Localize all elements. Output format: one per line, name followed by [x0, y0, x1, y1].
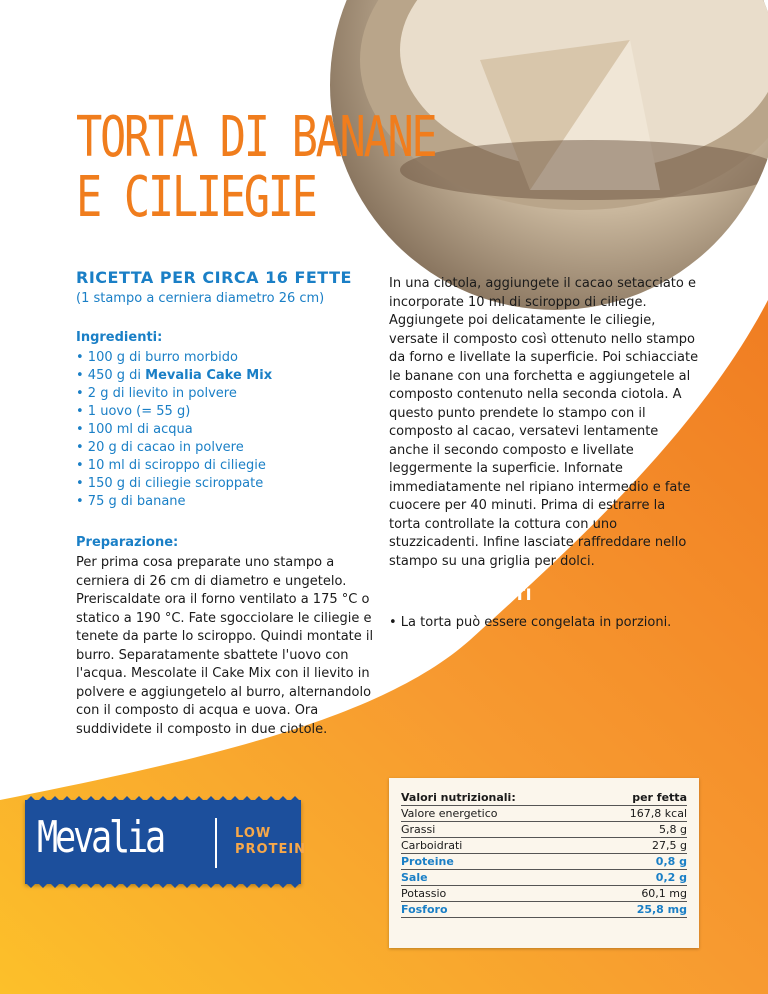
ingredient-item: • 1 uovo (= 55 g): [76, 404, 191, 419]
nutrition-row: Potassio 60,1 mg: [401, 887, 687, 900]
preparation-label: Preparazione:: [76, 535, 179, 550]
ingredient-item: • 100 g di burro morbido: [76, 350, 238, 365]
preparation-text: Per prima cosa preparate uno stampo a cerniera di 26 cm di diametro e ungetelo. Preriscaldate ora il forno ventilato a 175 °C o statico a 190 °C. Fate sgocciolare le ciliegie e tenete da parte lo sciroppo. Quindi montate il burro. Separatamente sbattete l'uovo con l'acqua. Mescolate il Cake Mix con il lievito in polvere e aggiungetelo al burro, alternandolo con il composto di acqua e uova. Ora suddividete il composto in due ciotole.: [76, 555, 374, 737]
ingredient-item: • 2 g di lievito in polvere: [76, 386, 237, 401]
nutrition-header-value: per fetta: [592, 790, 687, 806]
ingredient-item: • 75 g di banane: [76, 494, 186, 509]
nutrition-table: [401, 790, 687, 918]
ingredients-label: Ingredienti:: [76, 330, 163, 345]
logo-divider: [215, 818, 217, 868]
nutrition-row-highlight: Sale 0,2 g: [401, 871, 687, 884]
ingredients-list: [76, 349, 376, 511]
nutrition-row: Grassi 5,8 g: [401, 823, 687, 836]
nutrition-card: [389, 778, 699, 948]
logo-tagline: LOW PROTEIN: [235, 826, 307, 857]
tips-heading: SUGGERIMENTI: [389, 585, 533, 604]
mevalia-logo: [25, 800, 307, 884]
ingredient-item: • 450 g di Mevalia Cake Mix: [76, 368, 273, 383]
nutrition-row: Valore energetico 167,8 kcal: [401, 807, 687, 820]
title-line-2: E CILIEGIE: [76, 165, 316, 230]
nutrition-row: Carboidrati 27,5 g: [401, 839, 687, 852]
ingredient-item: • 150 g di ciliegie sciroppate: [76, 476, 264, 491]
recipe-subheading: (1 stampo a cerniera diametro 26 cm): [76, 291, 325, 306]
preparation-continued-text: In una ciotola, aggiungete il cacao setacciato e incorporate 10 ml di sciroppo di ciliege. Aggiungete poi delicatamente le ciliegie, versate il composto così ottenuto nello stampo da forno e livellate la superficie. Poi schiacciate le banane con una forchetta e aggiungetele al composto contenuto nella seconda ciotola. A questo punto prendete lo stampo con il composto al cacao, versatevi lentamente anche il secondo composto e livellate leggermente la superficie. Infornate immediatamente nel ripiano intermedio e fate cuocere per 40 minuti. Prima di estrarre la torta controllate la cottura con uno stuzzicadenti. Infine lasciate raffreddare nello stampo su una griglia per dolci.: [389, 276, 699, 569]
logo-zigzag-bottom: [25, 882, 301, 888]
recipe-heading: RICETTA PER CIRCA 16 FETTE: [76, 268, 352, 287]
ingredient-item: • 10 ml di sciroppo di ciliegie: [76, 458, 266, 473]
ingredient-item: • 20 g di cacao in polvere: [76, 440, 244, 455]
title-line-1: TORTA DI BANANE: [76, 105, 436, 170]
nutrition-row-highlight: Proteine 0,8 g: [401, 855, 687, 868]
recipe-title: [76, 105, 436, 230]
nutrition-header-row: [401, 790, 687, 806]
right-column: [389, 275, 699, 633]
logo-wordmark: Mevalia: [37, 812, 163, 863]
tips-text: • La torta può essere congelata in porzioni.: [389, 615, 672, 630]
nutrition-row-highlight: Fosforo 25,8 mg: [401, 903, 687, 916]
nutrition-header-label: Valori nutrizionali:: [401, 790, 592, 806]
ingredient-item: • 100 ml di acqua: [76, 422, 193, 437]
ingredient-brand: Mevalia Cake Mix: [145, 368, 273, 383]
left-column: [76, 268, 376, 739]
logo-zigzag-top: [25, 796, 301, 802]
